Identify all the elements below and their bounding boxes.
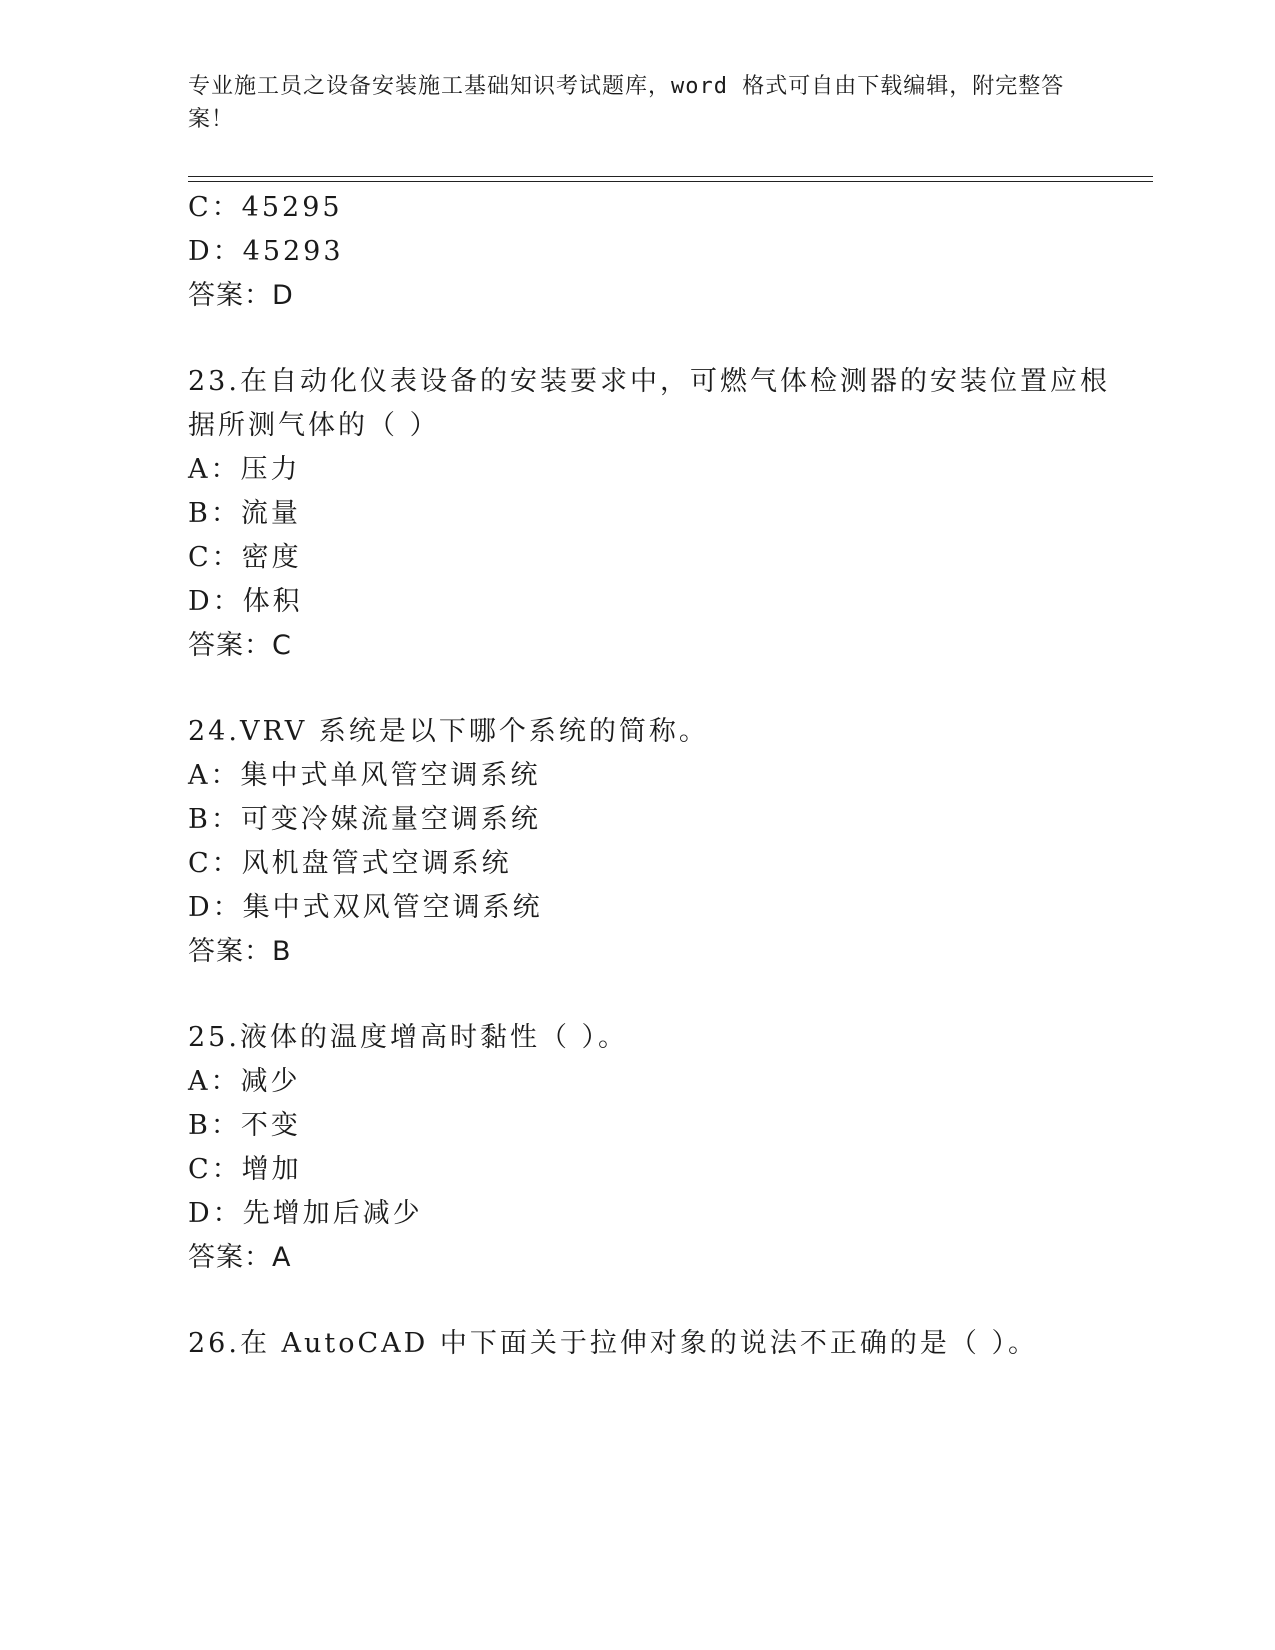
q22-option-d: D：45293: [188, 236, 344, 267]
q23-stem-line1: 23.在自动化仪表设备的安装要求中，可燃气体检测器的安装位置应根: [188, 366, 1110, 397]
q24-option-b: B：可变冷媒流量空调系统: [188, 804, 541, 835]
q23-option-a: A：压力: [188, 454, 301, 485]
document-header: 专业施工员之设备安装施工基础知识考试题库，word 格式可自由下载编辑，附完整答案！: [188, 74, 1065, 132]
header-rule-bottom: [188, 181, 1153, 182]
q24-answer: 答案：B: [188, 936, 292, 967]
q25-stem: 25.液体的温度增高时黏性（ ）。: [188, 1022, 629, 1053]
q23-option-b: B：流量: [188, 498, 301, 529]
q23-stem-line2: 据所测气体的（ ）: [188, 410, 440, 441]
q25-option-b: B：不变: [188, 1110, 301, 1141]
q24-stem: 24.VRV 系统是以下哪个系统的简称。: [188, 716, 709, 747]
q25-option-d: D：先增加后减少: [188, 1198, 423, 1229]
q22-answer: 答案：D: [188, 280, 294, 311]
q22-option-c: C：45295: [188, 192, 343, 223]
q24-option-d: D：集中式双风管空调系统: [188, 892, 543, 923]
q23-option-d: D：体积: [188, 586, 303, 617]
header-rule-top: [188, 176, 1153, 177]
q24-option-c: C：风机盘管式空调系统: [188, 848, 512, 879]
q26-stem: 26.在 AutoCAD 中下面关于拉伸对象的说法不正确的是（ ）。: [188, 1328, 1038, 1359]
q23-answer: 答案：C: [188, 630, 292, 661]
q25-answer: 答案：A: [188, 1242, 292, 1273]
q24-option-a: A：集中式单风管空调系统: [188, 760, 541, 791]
q25-option-c: C：增加: [188, 1154, 302, 1185]
q23-option-c: C：密度: [188, 542, 302, 573]
q25-option-a: A：减少: [188, 1066, 301, 1097]
